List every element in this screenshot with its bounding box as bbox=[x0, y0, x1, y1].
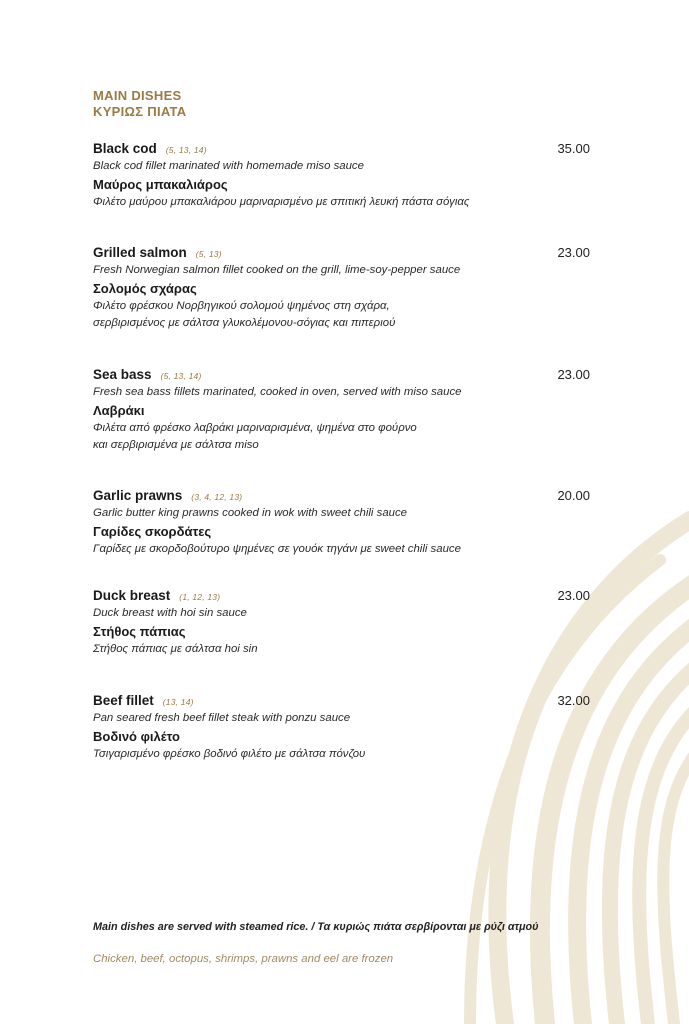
dish-desc-gr: Γαρίδες με σκορδοβούτυρο ψημένες σε γουόκ τηγάνι με sweet chili sauce bbox=[93, 543, 461, 555]
dish-desc-gr: Φιλέτα από φρέσκο λαβράκι μαριναρισμένα, ψημένα στο φούρνο bbox=[93, 422, 417, 434]
dish-desc-en: Duck breast with hoi sin sauce bbox=[93, 607, 247, 619]
dish-allergens: (5, 13) bbox=[195, 249, 222, 259]
dish-name-gr: Σολομός σχάρας bbox=[93, 281, 197, 296]
dish-desc-en: Fresh sea bass fillets marinated, cooked in oven, served with miso sauce bbox=[93, 386, 462, 398]
dish-desc-gr: Τσιγαρισμένο φρέσκο βοδινό φιλέτο με σάλτσα πόνζου bbox=[93, 748, 366, 760]
dish-desc-gr: Στήθος πάπιας με σάλτσα hoi sin bbox=[93, 643, 258, 655]
dish-desc-gr: Φιλέτο φρέσκου Νορβηγικού σολομού ψημένος στη σχάρα, bbox=[93, 300, 390, 312]
dish-name-gr: Μαύρος μπακαλιάρος bbox=[93, 177, 228, 192]
menu-item-beef-fillet bbox=[93, 692, 593, 763]
dish-desc-gr-line2: και σερβιρισμένα με σάλτσα miso bbox=[93, 439, 259, 451]
dish-desc-gr: Φιλέτο μαύρου μπακαλιάρου μαριναρισμένο με σπιτική λευκή πάστα σόγιας bbox=[93, 196, 470, 208]
dish-desc-en: Black cod fillet marinated with homemade miso sauce bbox=[93, 160, 364, 172]
dish-price: 23.00 bbox=[557, 245, 590, 260]
menu-item-duck-breast bbox=[93, 587, 593, 658]
dish-desc-en: Garlic butter king prawns cooked in wok with sweet chili sauce bbox=[93, 507, 408, 519]
frozen-note: Chicken, beef, octopus, shrimps, prawns and eel are frozen bbox=[93, 953, 394, 965]
dish-name-gr: Γαρίδες σκορδάτες bbox=[93, 524, 212, 539]
dish-price: 23.00 bbox=[557, 588, 590, 603]
menu-item-sea-bass bbox=[93, 366, 593, 454]
section-title-en: MAIN DISHES bbox=[93, 88, 182, 103]
rice-note: Main dishes are served with steamed rice. / Τα κυριώς πιάτα σερβίρονται με ρύζι ατμού bbox=[93, 921, 539, 933]
menu-item-grilled-salmon bbox=[93, 244, 593, 332]
menu-item-garlic-prawns bbox=[93, 487, 593, 558]
dish-name-gr: Στήθος πάπιας bbox=[93, 624, 186, 639]
dish-desc-en: Pan seared fresh beef fillet steak with ponzu sauce bbox=[93, 712, 351, 724]
dish-name-en: Grilled salmon bbox=[93, 245, 187, 260]
dish-allergens: (3, 4, 12, 13) bbox=[191, 492, 243, 502]
dish-price: 20.00 bbox=[557, 488, 590, 503]
dish-allergens: (1, 12, 13) bbox=[179, 592, 221, 602]
dish-name-en: Sea bass bbox=[93, 367, 152, 382]
dish-price: 23.00 bbox=[557, 367, 590, 382]
dish-allergens: (5, 13, 14) bbox=[160, 371, 202, 381]
dish-desc-en: Fresh Norwegian salmon fillet cooked on the grill, lime-soy-pepper sauce bbox=[93, 264, 461, 276]
dish-name-en: Garlic prawns bbox=[93, 488, 183, 503]
section-title-gr: ΚΥΡΙΩΣ ΠΙΑΤΑ bbox=[93, 104, 187, 119]
menu-item-black-cod bbox=[93, 140, 593, 211]
dish-price: 35.00 bbox=[557, 141, 590, 156]
dish-name-gr: Βοδινό φιλέτο bbox=[93, 729, 180, 744]
dish-allergens: (13, 14) bbox=[162, 697, 194, 707]
dish-allergens: (5, 13, 14) bbox=[165, 145, 207, 155]
dish-name-en: Duck breast bbox=[93, 588, 171, 603]
dish-desc-gr-line2: σερβιρισμένος με σάλτσα γλυκολέμονου-σόγιας και πιπεριού bbox=[93, 317, 396, 329]
dish-price: 32.00 bbox=[557, 693, 590, 708]
dish-name-en: Beef fillet bbox=[93, 693, 154, 708]
dish-name-gr: Λαβράκι bbox=[93, 403, 145, 418]
section-header bbox=[93, 88, 186, 120]
dish-name-en: Black cod bbox=[93, 141, 157, 156]
